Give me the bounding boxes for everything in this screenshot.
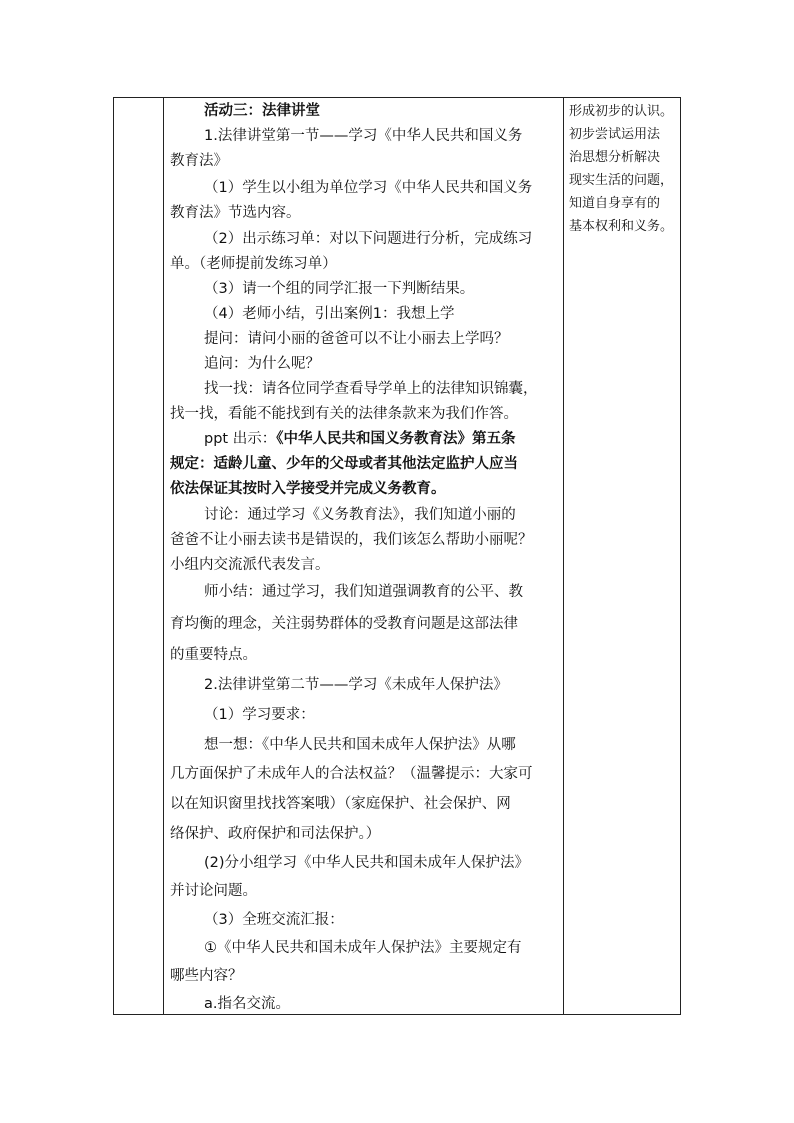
paragraph-line: 并讨论问题。: [170, 883, 257, 899]
paragraph-line: 小组内交流派代表发言。: [170, 557, 330, 573]
paragraph-line: 1.法律讲堂第一节——学习《中华人民共和国义务: [204, 128, 523, 144]
paragraph-line: （2）出示练习单：对以下问题进行分析，完成练习: [204, 231, 533, 247]
intent-line: 基本权利和义务。: [569, 219, 674, 234]
paragraph-line: ①《中华人民共和国未成年人保护法》主要规定有: [204, 940, 522, 956]
paragraph-line: 爸爸不让小丽去读书是错误的，我们该怎么帮助小丽呢？: [170, 532, 533, 548]
paragraph-line: （1）学生以小组为单位学习《中华人民共和国义务: [204, 180, 533, 196]
paragraph-line: 单。（老师提前发练习单）: [170, 256, 337, 272]
paragraph-line: [204, 429, 515, 449]
intent-line: 治思想分析解决: [569, 150, 661, 165]
paragraph-line: 师小结：通过学习，我们知道强调教育的公平、教: [204, 584, 523, 600]
paragraph-line: 找一找，看能不能找到有关的法律条款来为我们作答。: [170, 406, 518, 422]
paragraph-line: 络保护、政府保护和司法保护。）: [170, 826, 381, 842]
paragraph-line: （3）请一个组的同学汇报一下判断结果。: [204, 281, 475, 297]
activity-heading: 活动三：法律讲堂: [204, 103, 320, 119]
paragraph-line: (2)分小组学习《中华人民共和国未成年人保护法》: [204, 855, 530, 871]
paragraph-line: 哪些内容？: [170, 968, 243, 984]
paragraph-line: 教育法》: [170, 153, 228, 169]
intent-line: 形成初步的认识。: [569, 104, 674, 119]
paragraph-line: （3）全班交流汇报：: [204, 912, 344, 928]
paragraph-line: a.指名交流。: [204, 996, 290, 1012]
paragraph-line: 规定：适龄儿童、少年的父母或者其他法定监护人应当: [170, 456, 518, 472]
paragraph-line: 教育法》节选内容。: [170, 205, 301, 221]
paragraph-line: 提问：请问小丽的爸爸可以不让小丽去上学吗？: [204, 331, 509, 347]
paragraph-line: 依法保证其按时入学接受并完成义务教育。: [170, 481, 446, 497]
paragraph-line: 育均衡的理念，关注弱势群体的受教育问题是这部法律: [170, 616, 518, 632]
column-divider-left: [163, 98, 164, 1014]
paragraph-line: 2.法律讲堂第二节——学习《未成年人保护法》: [204, 677, 508, 693]
intent-line: 初步尝试运用法: [569, 127, 661, 142]
paragraph-line: （4）老师小结，引出案例1：我想上学: [204, 306, 455, 322]
paragraph-line: （1）学习要求：: [204, 707, 315, 723]
column-divider-right: [563, 98, 564, 1014]
ppt-label: ppt 出示：: [204, 431, 277, 447]
paragraph-line: 追问：为什么呢？: [204, 356, 320, 372]
paragraph-line: 几方面保护了未成年人的合法权益？（温馨提示：大家可: [170, 766, 533, 782]
paragraph-line: 以在知识窗里找找答案哦）（家庭保护、社会保护、网: [170, 796, 511, 812]
paragraph-line: 找一找：请各位同学查看导学单上的法律知识锦囊，: [204, 381, 538, 397]
paragraph-line: 讨论：通过学习《义务教育法》，我们知道小丽的: [204, 507, 516, 523]
paragraph-line: 想一想：《中华人民共和国未成年人保护法》从哪: [204, 737, 516, 753]
lesson-table: [113, 97, 681, 1015]
paragraph-line: 的重要特点。: [170, 647, 257, 663]
intent-line: 现实生活的问题，: [569, 173, 674, 188]
intent-line: 知道自身享有的: [569, 196, 661, 211]
law-citation: 《中华人民共和国义务教育法》第五条: [276, 431, 516, 447]
